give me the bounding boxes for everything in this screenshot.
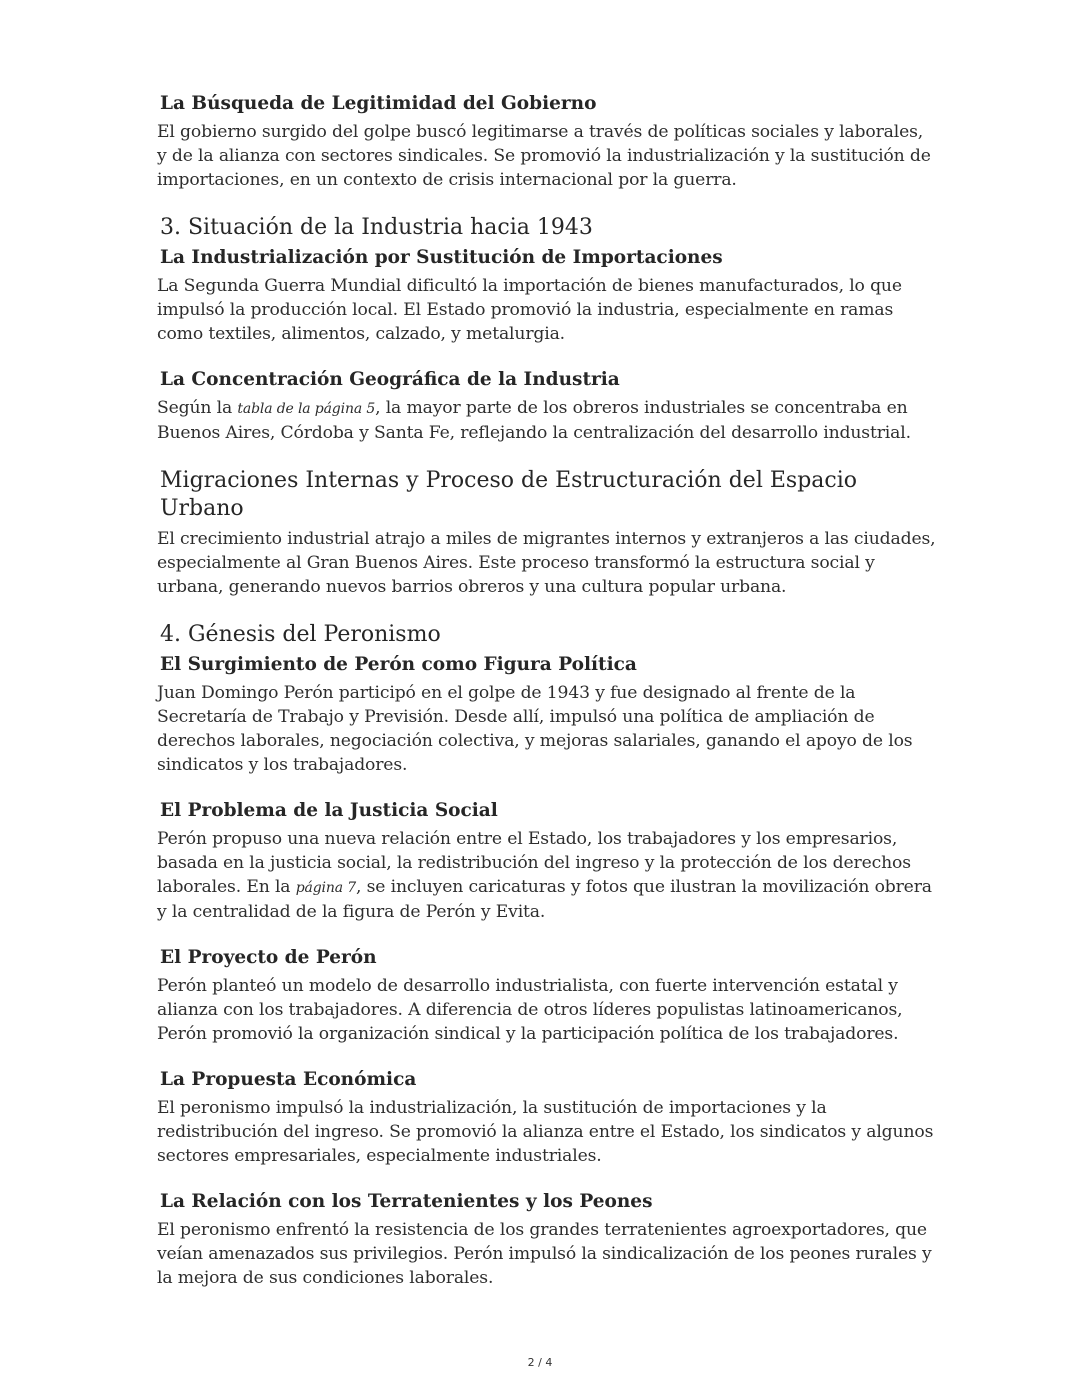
heading-justicia: El Problema de la Justicia Social bbox=[160, 800, 498, 821]
heading-genesis: 4. Génesis del Peronismo bbox=[160, 622, 441, 647]
heading-surgimiento: El Surgimiento de Perón como Figura Política bbox=[160, 654, 637, 675]
paragraph-concentracion bbox=[157, 396, 937, 445]
heading-legitimidad: La Búsqueda de Legitimidad del Gobierno bbox=[160, 93, 597, 114]
heading-isi: La Industrialización por Sustitución de Importaciones bbox=[160, 247, 723, 268]
page-number: 2 / 4 bbox=[527, 1356, 553, 1369]
text-concentracion-before: Según la bbox=[157, 398, 238, 418]
heading-terratenientes: La Relación con los Terratenientes y los Peones bbox=[160, 1191, 653, 1212]
paragraph-surgimiento: Juan Domingo Perón participó en el golpe de 1943 y fue designado al frente de la Secretaría de Trabajo y Previsión. Desde allí, impulsó una política de ampliación de derechos laborales, negociación colectiva, y mejoras salariales, ganando el apoyo de los sindicatos y los trabajadores. bbox=[157, 683, 913, 775]
reference-pagina-7: página 7 bbox=[295, 880, 356, 896]
paragraph-justicia bbox=[157, 827, 937, 924]
paragraph-economica: El peronismo impulsó la industrialización, la sustitución de importaciones y la redistribución del ingreso. Se promovió la alianza entre el Estado, los sindicatos y algunos sectores empresariales, especialmente industriales. bbox=[157, 1098, 934, 1166]
paragraph-migraciones: El crecimiento industrial atrajo a miles de migrantes internos y extranjeros a las ciudades, especialmente al Gran Buenos Aires. Este proceso transformó la estructura social y urbana, generando nuevos barrios obreros y una cultura popular urbana. bbox=[157, 529, 936, 597]
paragraph-isi: La Segunda Guerra Mundial dificultó la importación de bienes manufacturados, lo que impulsó la producción local. El Estado promovió la industria, especialmente en ramas como textiles, alimentos, calzado, y metalurgia. bbox=[157, 276, 902, 344]
text-concentracion-after: , la mayor parte de los obreros industriales se concentraba en Buenos Aires, Córdoba y Santa Fe, reflejando la centralización del desarrollo industrial. bbox=[157, 398, 911, 443]
document-page bbox=[157, 92, 937, 1290]
heading-industria-1943: 3. Situación de la Industria hacia 1943 bbox=[160, 215, 593, 240]
heading-migraciones: Migraciones Internas y Proceso de Estructuración del Espacio Urbano bbox=[160, 468, 857, 521]
paragraph-proyecto: Perón planteó un modelo de desarrollo industrialista, con fuerte intervención estatal y alianza con los trabajadores. A diferencia de otros líderes populistas latinoamericanos, Perón promovió la organización sindical y la participación política de los trabajadores. bbox=[157, 976, 903, 1044]
text-justicia-before: Perón propuso una nueva relación entre el Estado, los trabajadores y los empresarios, basada en la justicia social, la redistribución del ingreso y la protección de los derechos laborales. En la bbox=[157, 829, 911, 897]
text-justicia-after: , se incluyen caricaturas y fotos que ilustran la movilización obrera y la centralidad de la figura de Perón y Evita. bbox=[157, 877, 932, 922]
paragraph-legitimidad: El gobierno surgido del golpe buscó legitimarse a través de políticas sociales y laborales, y de la alianza con sectores sindicales. Se promovió la industrialización y la sustitución de importaciones, en un contexto de crisis internacional por la guerra. bbox=[157, 122, 931, 190]
heading-proyecto: El Proyecto de Perón bbox=[160, 947, 377, 968]
paragraph-terratenientes: El peronismo enfrentó la resistencia de los grandes terratenientes agroexportadores, que veían amenazados sus privilegios. Perón impulsó la sindicalización de los peones rurales y la mejora de sus condiciones laborales. bbox=[157, 1220, 932, 1288]
heading-concentracion: La Concentración Geográfica de la Industria bbox=[160, 369, 620, 390]
heading-economica: La Propuesta Económica bbox=[160, 1069, 417, 1090]
reference-tabla-pagina-5: tabla de la página 5 bbox=[237, 401, 376, 417]
